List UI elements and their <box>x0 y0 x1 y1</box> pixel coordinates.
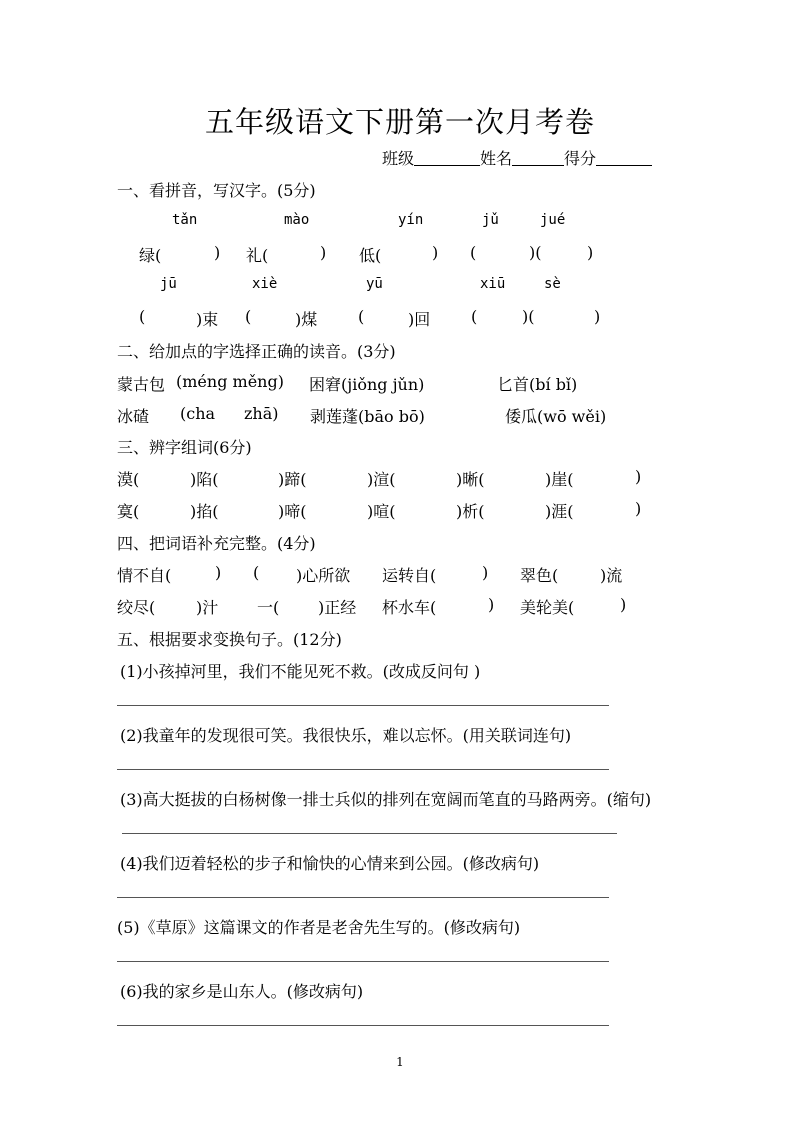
word-slot: )啼( <box>278 502 307 521</box>
idiom-item: ( <box>253 563 260 582</box>
answer-slot: ) <box>594 307 601 326</box>
idiom-item: 杯水车( <box>382 598 437 617</box>
idiom-item: )正经 <box>318 598 357 617</box>
answer-slot: )煤 <box>295 310 318 329</box>
pinyin: jū <box>160 276 177 292</box>
answer-line[interactable] <box>117 705 609 706</box>
word-slot: )崖( <box>545 470 574 489</box>
answer-line[interactable] <box>122 833 617 834</box>
pinyin: yū <box>366 276 383 292</box>
question-6: (6)我的家乡是山东人。(修改病句) <box>120 982 364 1001</box>
word-slot: )掐( <box>190 502 219 521</box>
pinyin: jué <box>540 212 566 228</box>
section-1-heading: 一、看拼音，写汉字。(5分) <box>117 181 316 200</box>
pinyin: mào <box>284 212 310 228</box>
pinyin: tǎn <box>172 212 198 228</box>
word-slot: )渲( <box>367 470 396 489</box>
pinyin: xiū <box>480 276 506 292</box>
answer-slot: ( <box>358 307 365 326</box>
reading-item: (cha <box>180 404 216 423</box>
answer-slot: 礼( <box>246 246 269 265</box>
class-blank[interactable] <box>414 149 480 166</box>
page-title: 五年级语文下册第一次月考卷 <box>204 105 595 139</box>
answer-slot: ( <box>471 307 478 326</box>
idiom-item: ) <box>215 563 222 582</box>
answer-slot: )( <box>529 243 542 262</box>
section-4-heading: 四、把词语补充完整。(4分) <box>117 534 316 553</box>
idiom-item: )心所欲 <box>296 566 351 585</box>
answer-slot: )( <box>522 307 535 326</box>
section-5-heading: 五、根据要求变换句子。(12分) <box>117 630 342 649</box>
word-slot: )喧( <box>367 502 396 521</box>
answer-slot: ( <box>139 307 146 326</box>
idiom-item: 运转自( <box>382 566 437 585</box>
question-5: (5)《草原》这篇课文的作者是老舍先生写的。(修改病句) <box>117 918 521 937</box>
student-info <box>382 146 652 169</box>
word-slot: 寞( <box>117 502 140 521</box>
reading-item: 倭瓜(wō wěi) <box>505 407 607 426</box>
answer-slot: 绿( <box>139 246 162 265</box>
question-1: (1)小孩掉河里，我们不能见死不救。(改成反问句 ) <box>120 662 481 681</box>
answer-line[interactable] <box>117 897 609 898</box>
class-label: 班级 <box>382 149 415 168</box>
answer-line[interactable] <box>117 769 609 770</box>
pinyin: yín <box>398 212 424 228</box>
idiom-item: 情不自( <box>117 566 172 585</box>
idiom-item: 一( <box>257 598 280 617</box>
answer-line[interactable] <box>117 961 609 962</box>
answer-slot: ) <box>587 243 594 262</box>
idiom-item: )流 <box>600 566 623 585</box>
answer-slot: )束 <box>196 310 219 329</box>
question-2: (2)我童年的发现很可笑。我很快乐，难以忘怀。(用关联词连句) <box>120 726 572 745</box>
answer-line[interactable] <box>117 1025 609 1026</box>
word-slot: )涯( <box>545 502 574 521</box>
word-slot: )析( <box>456 502 485 521</box>
score-label: 得分 <box>564 149 597 168</box>
answer-slot: ) <box>320 243 327 262</box>
reading-item: (méng měng) <box>176 372 284 391</box>
page-number: 1 <box>396 1055 404 1069</box>
answer-slot: ( <box>245 307 252 326</box>
answer-slot: ) <box>432 243 439 262</box>
idiom-item: )汁 <box>196 598 219 617</box>
reading-item: 困窘(jiǒng jǔn) <box>309 375 425 394</box>
question-4: (4)我们迈着轻松的步子和愉快的心情来到公园。(修改病句) <box>120 854 540 873</box>
reading-item: zhā) <box>244 404 279 423</box>
idiom-item: 绞尽( <box>117 598 156 617</box>
idiom-item: ) <box>620 595 627 614</box>
idiom-item: ) <box>488 595 495 614</box>
word-slot: )晰( <box>456 470 485 489</box>
answer-slot: ( <box>470 243 477 262</box>
reading-item: 冰碴 <box>117 407 150 426</box>
answer-slot: )回 <box>408 310 431 329</box>
question-3: (3)高大挺拔的白杨树像一排士兵似的排列在宽阔而笔直的马路两旁。(缩句) <box>120 790 652 809</box>
word-slot: )蹄( <box>278 470 307 489</box>
answer-slot: ) <box>214 243 221 262</box>
reading-item: 蒙古包 <box>117 375 166 394</box>
reading-item: 剥莲蓬(bāo bō) <box>310 407 425 426</box>
word-slot: ) <box>635 499 642 518</box>
section-2-heading: 二、给加点的字选择正确的读音。(3分) <box>117 342 396 361</box>
name-blank[interactable] <box>512 149 564 166</box>
answer-slot: 低( <box>359 246 382 265</box>
pinyin: jǔ <box>482 212 499 228</box>
name-label: 姓名 <box>480 149 513 168</box>
idiom-item: 美轮美( <box>520 598 575 617</box>
word-slot: )陷( <box>190 470 219 489</box>
reading-item: 匕首(bí bǐ) <box>497 375 578 394</box>
idiom-item: ) <box>482 563 489 582</box>
score-blank[interactable] <box>596 149 652 166</box>
word-slot: ) <box>635 467 642 486</box>
section-3-heading: 三、辨字组词(6分) <box>117 438 252 457</box>
pinyin: xiè <box>252 276 278 292</box>
pinyin: sè <box>544 276 561 292</box>
word-slot: 漠( <box>117 470 140 489</box>
idiom-item: 翠色( <box>520 566 559 585</box>
